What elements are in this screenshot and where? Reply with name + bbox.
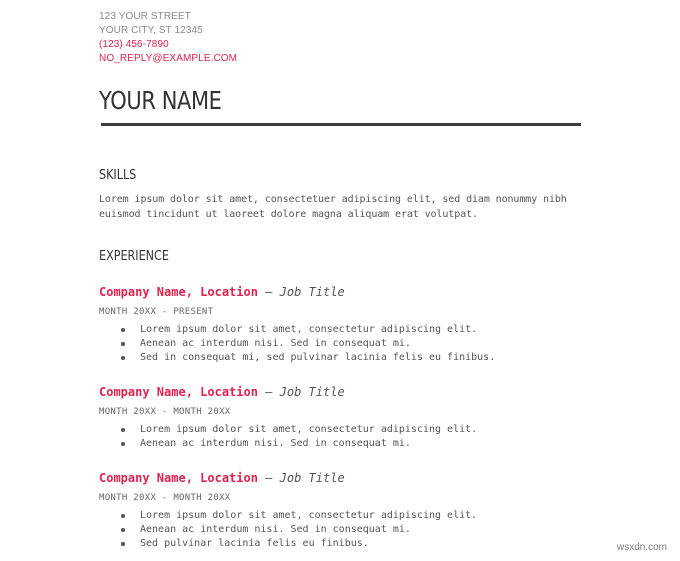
job-dates: MONTH 20XX - MONTH 20XX [99,493,231,503]
job-title: Job Title [279,385,345,399]
job-bullet: Aenean ac interdum nisi. Sed in consequat mi. [99,437,589,451]
job-dates: MONTH 20XX - MONTH 20XX [99,407,231,417]
job-bullets [99,323,589,365]
contact-email: NO_REPLY@EXAMPLE.COM [99,53,238,64]
contact-block [99,10,589,66]
resume-page [99,10,589,549]
job-bullets [99,423,589,451]
job-bullet: Aenean ac interdum nisi. Sed in consequat mi. [99,337,589,351]
job-header [99,384,589,400]
contact-street: 123 YOUR STREET [99,11,191,22]
experience-item [99,470,589,551]
name-divider [101,123,581,126]
job-separator: — [257,285,280,299]
job-company: Company Name, Location [99,471,258,485]
job-company: Company Name, Location [99,385,258,399]
job-bullet: Aenean ac interdum nisi. Sed in consequat mi. [99,523,589,537]
job-bullet: Lorem ipsum dolor sit amet, consectetur adipiscing elit. [99,509,589,523]
skills-heading: SKILLS [99,168,137,183]
resume-name: YOUR NAME [99,86,222,115]
job-header [99,470,589,486]
job-bullets [99,509,589,551]
job-dates: MONTH 20XX - PRESENT [99,307,214,317]
contact-phone: (123) 456-7890 [99,39,169,50]
job-title: Job Title [279,471,345,485]
job-bullet: Sed in consequat mi, sed pulvinar lacinia felis eu finibus. [99,351,589,365]
contact-city: YOUR CITY, ST 12345 [99,25,203,36]
job-separator: — [257,385,280,399]
experience-heading: EXPERIENCE [99,249,169,264]
job-company: Company Name, Location [99,285,258,299]
job-bullet: Lorem ipsum dolor sit amet, consectetur adipiscing elit. [99,323,589,337]
experience-item [99,384,589,451]
skills-text: Lorem ipsum dolor sit amet, consectetuer adipiscing elit, sed diam nonummy nibh euismod tincidunt ut laoreet dolore magna aliquam erat volutpat. [99,194,567,220]
job-bullet: Sed pulvinar lacinia felis eu finibus. [99,537,589,551]
watermark: wsxdn.com [616,542,667,553]
job-separator: — [257,471,280,485]
experience-item [99,284,589,365]
job-title: Job Title [279,285,345,299]
job-header [99,284,589,300]
job-bullet: Lorem ipsum dolor sit amet, consectetur adipiscing elit. [99,423,589,437]
